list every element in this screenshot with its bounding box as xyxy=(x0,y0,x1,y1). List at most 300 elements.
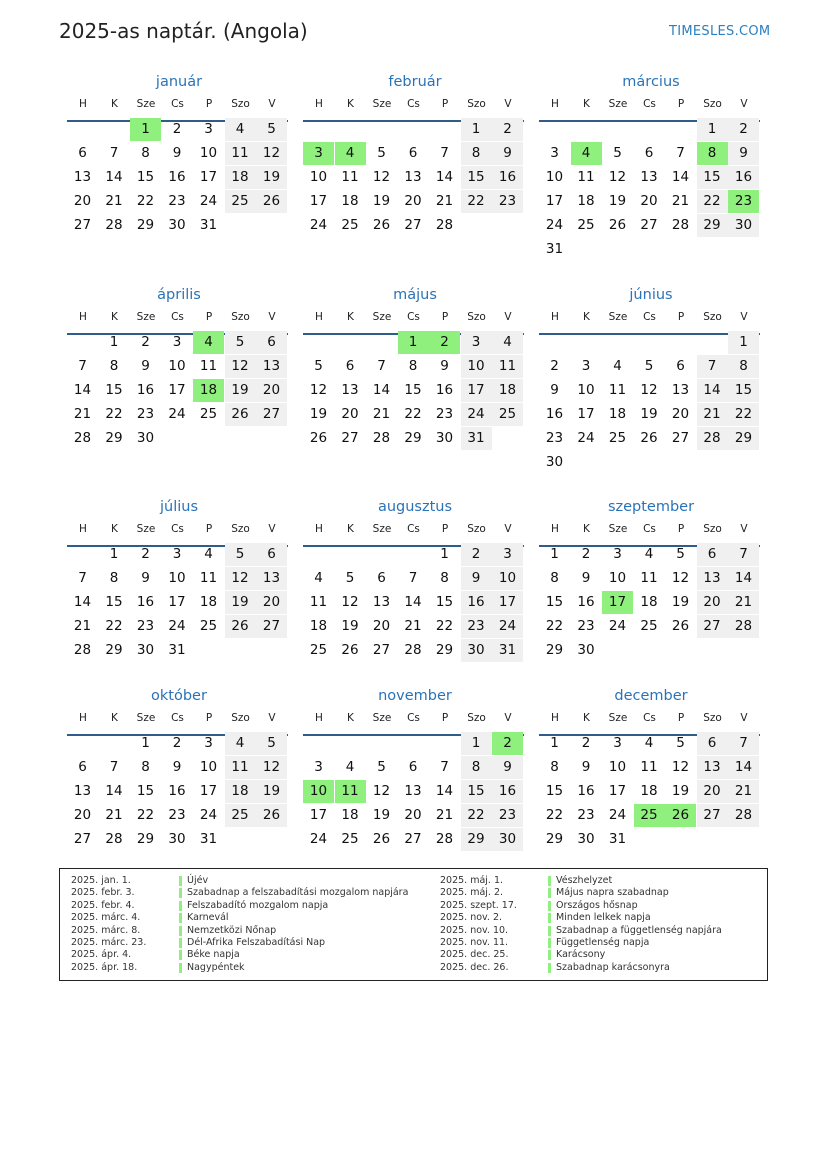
weekday-label: Cs xyxy=(171,98,184,110)
day-cell: 8 xyxy=(141,145,150,161)
day-cell: 17 xyxy=(492,591,523,614)
day-cell: 10 xyxy=(545,169,564,185)
day-cell: 4 xyxy=(225,732,256,755)
day-cell: 5 xyxy=(256,118,287,141)
weekday-label: Szo xyxy=(231,311,250,323)
day-cell: 18 xyxy=(199,594,218,610)
day-cell: 14 xyxy=(728,567,759,590)
day-cell: 5 xyxy=(225,543,256,566)
day-cell: 7 xyxy=(78,570,87,586)
weekday-label: Szo xyxy=(231,712,250,724)
day-cell: 10 xyxy=(168,358,186,374)
day-cell: 8 xyxy=(141,759,150,775)
weekday-label: Sze xyxy=(608,311,628,323)
weekday-label: P xyxy=(205,712,213,724)
day-cell: 11 xyxy=(225,142,256,165)
day-cell: 25 xyxy=(577,217,595,233)
month-title: szeptember xyxy=(607,499,695,515)
day-cell: 14 xyxy=(105,169,123,185)
brand-link[interactable]: TIMESLES.COM xyxy=(669,24,771,39)
weekday-label: V xyxy=(268,311,276,323)
day-cell: 28 xyxy=(73,430,92,446)
day-cell: 6 xyxy=(78,145,87,161)
day-cell: 22 xyxy=(545,618,564,634)
day-cell: 4 xyxy=(613,358,622,374)
day-cell: 5 xyxy=(256,732,287,755)
day-cell: 23 xyxy=(168,193,186,209)
day-cell: 27 xyxy=(404,217,422,233)
day-cell: 11 xyxy=(225,756,256,779)
day-cell: 14 xyxy=(73,382,92,398)
day-cell: 27 xyxy=(73,831,92,847)
day-cell: 13 xyxy=(256,355,287,378)
weekday-label: V xyxy=(740,712,748,724)
day-cell: 19 xyxy=(372,807,391,823)
day-cell: 26 xyxy=(256,804,287,827)
weekday-label: Cs xyxy=(407,311,420,323)
legend-holiday-name: Nagypéntek xyxy=(187,961,245,973)
day-cell: 2 xyxy=(172,121,182,137)
holiday-day-cell: 11 xyxy=(335,780,366,803)
day-cell: 16 xyxy=(168,169,186,185)
day-cell: 21 xyxy=(73,618,92,634)
day-cell: 29 xyxy=(545,831,564,847)
day-cell: 8 xyxy=(109,570,119,586)
legend-marker xyxy=(179,950,182,960)
day-cell: 19 xyxy=(671,783,690,799)
day-cell: 7 xyxy=(440,145,449,161)
day-cell: 15 xyxy=(136,169,155,185)
legend-marker xyxy=(548,950,551,960)
day-cell: 13 xyxy=(372,594,391,610)
day-cell: 9 xyxy=(461,567,492,590)
day-cell: 2 xyxy=(141,334,150,350)
weekday-label: Szo xyxy=(467,311,486,323)
day-cell: 11 xyxy=(309,594,328,610)
weekday-label: Szo xyxy=(703,311,722,323)
day-cell: 14 xyxy=(671,169,690,185)
day-cell: 31 xyxy=(199,217,218,233)
day-cell: 22 xyxy=(136,193,155,209)
day-cell: 22 xyxy=(105,618,123,634)
day-cell: 18 xyxy=(577,193,595,209)
day-cell: 13 xyxy=(73,169,92,185)
day-cell: 15 xyxy=(404,382,422,398)
day-cell: 5 xyxy=(676,735,685,751)
day-cell: 14 xyxy=(73,594,92,610)
day-cell: 21 xyxy=(728,591,759,614)
month-title: június xyxy=(629,287,673,303)
day-cell: 7 xyxy=(109,145,119,161)
weekday-label: Sze xyxy=(136,712,156,724)
weekday-label: V xyxy=(504,712,512,724)
day-cell: 28 xyxy=(73,642,92,658)
day-cell: 1 xyxy=(550,546,559,562)
legend-date: 2025. nov. 11. xyxy=(440,937,509,948)
day-cell: 19 xyxy=(256,780,287,803)
day-cell: 9 xyxy=(728,142,759,165)
weekday-label: H xyxy=(315,98,323,110)
day-cell: 26 xyxy=(671,618,690,634)
weekday-label: P xyxy=(441,712,449,724)
weekday-label: V xyxy=(268,712,276,724)
day-cell: 26 xyxy=(225,615,256,638)
day-cell: 30 xyxy=(577,831,595,847)
day-cell: 6 xyxy=(408,145,418,161)
weekday-label: K xyxy=(347,523,354,535)
day-cell: 16 xyxy=(492,166,523,189)
holiday-day-cell: 2 xyxy=(429,331,460,354)
day-cell: 16 xyxy=(168,783,186,799)
day-cell: 22 xyxy=(105,406,123,422)
day-cell: 15 xyxy=(697,166,728,189)
day-cell: 2 xyxy=(550,358,559,374)
day-cell: 21 xyxy=(372,406,391,422)
weekday-label: Szo xyxy=(703,523,722,535)
day-cell: 28 xyxy=(105,217,123,233)
day-cell: 3 xyxy=(581,358,591,374)
day-cell: 3 xyxy=(613,735,622,751)
day-cell: 1 xyxy=(728,331,759,354)
day-cell: 20 xyxy=(404,193,422,209)
day-cell: 24 xyxy=(199,193,218,209)
day-cell: 30 xyxy=(168,831,186,847)
day-cell: 3 xyxy=(550,145,559,161)
day-cell: 28 xyxy=(728,615,759,638)
weekday-label: V xyxy=(740,311,748,323)
day-cell: 30 xyxy=(461,639,492,662)
day-cell: 29 xyxy=(136,831,155,847)
day-cell: 10 xyxy=(168,570,186,586)
day-cell: 23 xyxy=(136,406,155,422)
weekday-label: P xyxy=(205,311,213,323)
day-cell: 25 xyxy=(309,642,328,658)
day-cell: 29 xyxy=(105,642,123,658)
day-cell: 8 xyxy=(550,759,559,775)
day-cell: 31 xyxy=(545,241,564,257)
day-cell: 29 xyxy=(545,642,564,658)
day-cell: 14 xyxy=(372,382,391,398)
day-cell: 15 xyxy=(461,166,492,189)
day-cell: 9 xyxy=(172,145,182,161)
day-cell: 20 xyxy=(404,807,422,823)
holiday-day-cell: 1 xyxy=(130,118,161,141)
day-cell: 24 xyxy=(608,618,627,634)
weekday-label: Sze xyxy=(608,98,628,110)
day-cell: 22 xyxy=(136,807,155,823)
day-cell: 11 xyxy=(199,358,218,374)
weekday-label: K xyxy=(111,311,118,323)
day-cell: 3 xyxy=(204,121,213,137)
day-cell: 10 xyxy=(608,570,627,586)
day-cell: 2 xyxy=(461,543,492,566)
day-cell: 25 xyxy=(608,430,627,446)
holiday-day-cell: 18 xyxy=(193,379,224,402)
day-cell: 25 xyxy=(341,831,359,847)
day-cell: 12 xyxy=(225,567,256,590)
day-cell: 7 xyxy=(697,355,728,378)
weekday-label: K xyxy=(347,311,354,323)
weekday-label: P xyxy=(441,523,449,535)
day-cell: 17 xyxy=(199,783,218,799)
day-cell: 28 xyxy=(435,217,454,233)
day-cell: 24 xyxy=(577,430,595,446)
day-cell: 30 xyxy=(545,454,564,470)
legend-holiday-name: Vészhelyzet xyxy=(556,875,613,886)
legend-date: 2025. márc. 8. xyxy=(71,924,141,936)
day-cell: 5 xyxy=(345,570,355,586)
day-cell: 17 xyxy=(545,193,564,209)
day-cell: 5 xyxy=(644,358,654,374)
day-cell: 3 xyxy=(492,543,523,566)
day-cell: 8 xyxy=(408,358,418,374)
day-cell: 25 xyxy=(492,403,523,426)
day-cell: 23 xyxy=(168,807,186,823)
day-cell: 11 xyxy=(640,570,658,586)
weekday-label: P xyxy=(205,523,213,535)
day-cell: 18 xyxy=(225,166,256,189)
weekday-label: Cs xyxy=(407,98,420,110)
day-cell: 6 xyxy=(345,358,355,374)
day-cell: 8 xyxy=(550,570,559,586)
day-cell: 4 xyxy=(345,759,355,775)
day-cell: 27 xyxy=(73,217,92,233)
weekday-label: Cs xyxy=(171,523,184,535)
legend-date: 2025. márc. 4. xyxy=(71,912,141,924)
day-cell: 28 xyxy=(435,831,454,847)
day-cell: 31 xyxy=(492,639,523,662)
day-cell: 13 xyxy=(341,382,359,398)
day-cell: 20 xyxy=(341,406,359,422)
day-cell: 10 xyxy=(199,145,218,161)
month-divider xyxy=(539,333,760,335)
day-cell: 31 xyxy=(608,831,627,847)
holiday-day-cell: 17 xyxy=(602,591,633,614)
legend-holiday-name: Felszabadító mozgalom napja xyxy=(187,899,329,911)
legend-date: 2025. dec. 25. xyxy=(440,949,509,961)
month-title: december xyxy=(614,688,688,704)
day-cell: 28 xyxy=(728,804,759,827)
day-cell: 17 xyxy=(168,594,186,610)
day-cell: 5 xyxy=(377,759,386,775)
weekday-label: Cs xyxy=(407,523,420,535)
legend-date: 2025. márc. 23. xyxy=(71,937,147,948)
day-cell: 9 xyxy=(141,570,150,586)
day-cell: 25 xyxy=(225,804,256,827)
day-cell: 23 xyxy=(461,615,492,638)
day-cell: 7 xyxy=(377,358,386,374)
holiday-day-cell: 25 xyxy=(634,804,665,827)
day-cell: 27 xyxy=(256,615,287,638)
day-cell: 19 xyxy=(309,406,328,422)
legend-marker xyxy=(548,888,551,898)
legend-marker xyxy=(548,913,551,923)
holiday-day-cell: 4 xyxy=(571,142,602,165)
day-cell: 27 xyxy=(697,804,728,827)
day-cell: 2 xyxy=(141,546,150,562)
weekday-label: Cs xyxy=(643,311,656,323)
weekday-label: P xyxy=(677,523,685,535)
day-cell: 19 xyxy=(671,594,690,610)
day-cell: 31 xyxy=(461,427,492,450)
day-cell: 20 xyxy=(73,807,92,823)
month-title: október xyxy=(151,688,207,704)
day-cell: 15 xyxy=(435,594,454,610)
day-cell: 1 xyxy=(461,118,492,141)
weekday-label: H xyxy=(79,311,87,323)
day-cell: 3 xyxy=(172,546,182,562)
day-cell: 25 xyxy=(225,190,256,213)
month-title: március xyxy=(622,74,680,90)
legend-holiday-name: Országos hősnap xyxy=(556,899,638,911)
weekday-label: Sze xyxy=(372,311,392,323)
legend-marker xyxy=(548,901,551,911)
day-cell: 26 xyxy=(372,831,391,847)
day-cell: 1 xyxy=(461,732,492,755)
day-cell: 8 xyxy=(461,142,492,165)
day-cell: 21 xyxy=(728,780,759,803)
weekday-label: Sze xyxy=(372,712,392,724)
day-cell: 24 xyxy=(168,406,186,422)
weekday-label: K xyxy=(347,712,354,724)
day-cell: 29 xyxy=(435,642,454,658)
month-title: április xyxy=(157,287,201,303)
day-cell: 18 xyxy=(640,594,658,610)
weekday-label: Cs xyxy=(643,523,656,535)
weekday-label: Sze xyxy=(372,98,392,110)
legend-holiday-name: Dél-Afrika Felszabadítási Nap xyxy=(187,937,326,948)
day-cell: 25 xyxy=(199,618,218,634)
day-cell: 10 xyxy=(309,169,328,185)
day-cell: 10 xyxy=(492,567,523,590)
day-cell: 25 xyxy=(341,217,359,233)
day-cell: 6 xyxy=(256,331,287,354)
day-cell: 24 xyxy=(608,807,627,823)
day-cell: 29 xyxy=(404,430,422,446)
day-cell: 4 xyxy=(492,331,523,354)
day-cell: 26 xyxy=(256,190,287,213)
legend-holiday-name: Újév xyxy=(187,875,209,886)
day-cell: 7 xyxy=(109,759,119,775)
day-cell: 4 xyxy=(644,735,654,751)
day-cell: 20 xyxy=(256,591,287,614)
day-cell: 7 xyxy=(676,145,685,161)
day-cell: 20 xyxy=(697,780,728,803)
day-cell: 9 xyxy=(440,358,449,374)
weekday-label: H xyxy=(551,712,559,724)
day-cell: 24 xyxy=(168,618,186,634)
weekday-label: P xyxy=(441,311,449,323)
day-cell: 21 xyxy=(105,807,123,823)
day-cell: 13 xyxy=(256,567,287,590)
legend-holiday-name: Május napra szabadnap xyxy=(556,887,669,899)
day-cell: 24 xyxy=(309,831,328,847)
legend-date: 2025. ápr. 18. xyxy=(71,961,138,973)
day-cell: 16 xyxy=(577,594,595,610)
day-cell: 15 xyxy=(545,783,564,799)
weekday-label: Sze xyxy=(136,523,156,535)
day-cell: 15 xyxy=(105,594,123,610)
day-cell: 21 xyxy=(435,807,454,823)
day-cell: 9 xyxy=(550,382,559,398)
weekday-label: Szo xyxy=(231,523,250,535)
day-cell: 28 xyxy=(404,642,422,658)
day-cell: 19 xyxy=(341,618,359,634)
weekday-label: Sze xyxy=(372,523,392,535)
day-cell: 29 xyxy=(136,217,155,233)
legend-holiday-name: Nemzetközi Nőnap xyxy=(187,924,277,936)
day-cell: 19 xyxy=(225,591,256,614)
day-cell: 9 xyxy=(492,756,523,779)
legend-holiday-name: Szabadnap karácsonyra xyxy=(556,961,670,973)
day-cell: 7 xyxy=(440,759,449,775)
day-cell: 21 xyxy=(697,403,728,426)
day-cell: 18 xyxy=(341,807,359,823)
day-cell: 21 xyxy=(671,193,690,209)
month-title: február xyxy=(388,74,442,90)
day-cell: 30 xyxy=(577,642,595,658)
day-cell: 12 xyxy=(309,382,328,398)
legend-marker xyxy=(548,938,551,948)
day-cell: 26 xyxy=(640,430,658,446)
day-cell: 14 xyxy=(697,379,728,402)
day-cell: 23 xyxy=(136,618,155,634)
day-cell: 29 xyxy=(728,427,759,450)
legend-holiday-name: Béke napja xyxy=(187,949,240,961)
day-cell: 18 xyxy=(309,618,328,634)
day-cell: 12 xyxy=(608,169,627,185)
day-cell: 28 xyxy=(697,427,728,450)
day-cell: 18 xyxy=(640,783,658,799)
weekday-label: Cs xyxy=(407,712,420,724)
day-cell: 24 xyxy=(545,217,564,233)
day-cell: 14 xyxy=(728,756,759,779)
weekday-label: Sze xyxy=(608,712,628,724)
day-cell: 14 xyxy=(435,783,454,799)
day-cell: 16 xyxy=(136,382,155,398)
day-cell: 18 xyxy=(608,406,627,422)
weekday-label: H xyxy=(315,523,323,535)
legend-marker xyxy=(179,888,182,898)
day-cell: 13 xyxy=(671,382,690,398)
weekday-label: H xyxy=(551,311,559,323)
weekday-label: V xyxy=(504,311,512,323)
day-cell: 10 xyxy=(461,355,492,378)
weekday-label: Cs xyxy=(643,712,656,724)
day-cell: 22 xyxy=(545,807,564,823)
day-cell: 12 xyxy=(671,759,690,775)
holiday-day-cell: 1 xyxy=(398,331,429,354)
month-title: november xyxy=(378,688,452,704)
month-title: január xyxy=(155,74,203,90)
weekday-label: P xyxy=(677,98,685,110)
weekday-label: P xyxy=(677,712,685,724)
weekday-label: V xyxy=(268,98,276,110)
day-cell: 22 xyxy=(461,190,492,213)
weekday-label: V xyxy=(504,523,512,535)
weekday-label: V xyxy=(740,523,748,535)
day-cell: 9 xyxy=(492,142,523,165)
day-cell: 14 xyxy=(105,783,123,799)
day-cell: 20 xyxy=(671,406,690,422)
legend-marker xyxy=(179,901,182,911)
legend-holiday-name: Függetlenség napja xyxy=(556,937,650,948)
legend-holiday-name: Minden lelkek napja xyxy=(556,912,651,924)
day-cell: 8 xyxy=(440,570,449,586)
day-cell: 7 xyxy=(728,732,759,755)
day-cell: 17 xyxy=(309,193,328,209)
day-cell: 19 xyxy=(640,406,658,422)
